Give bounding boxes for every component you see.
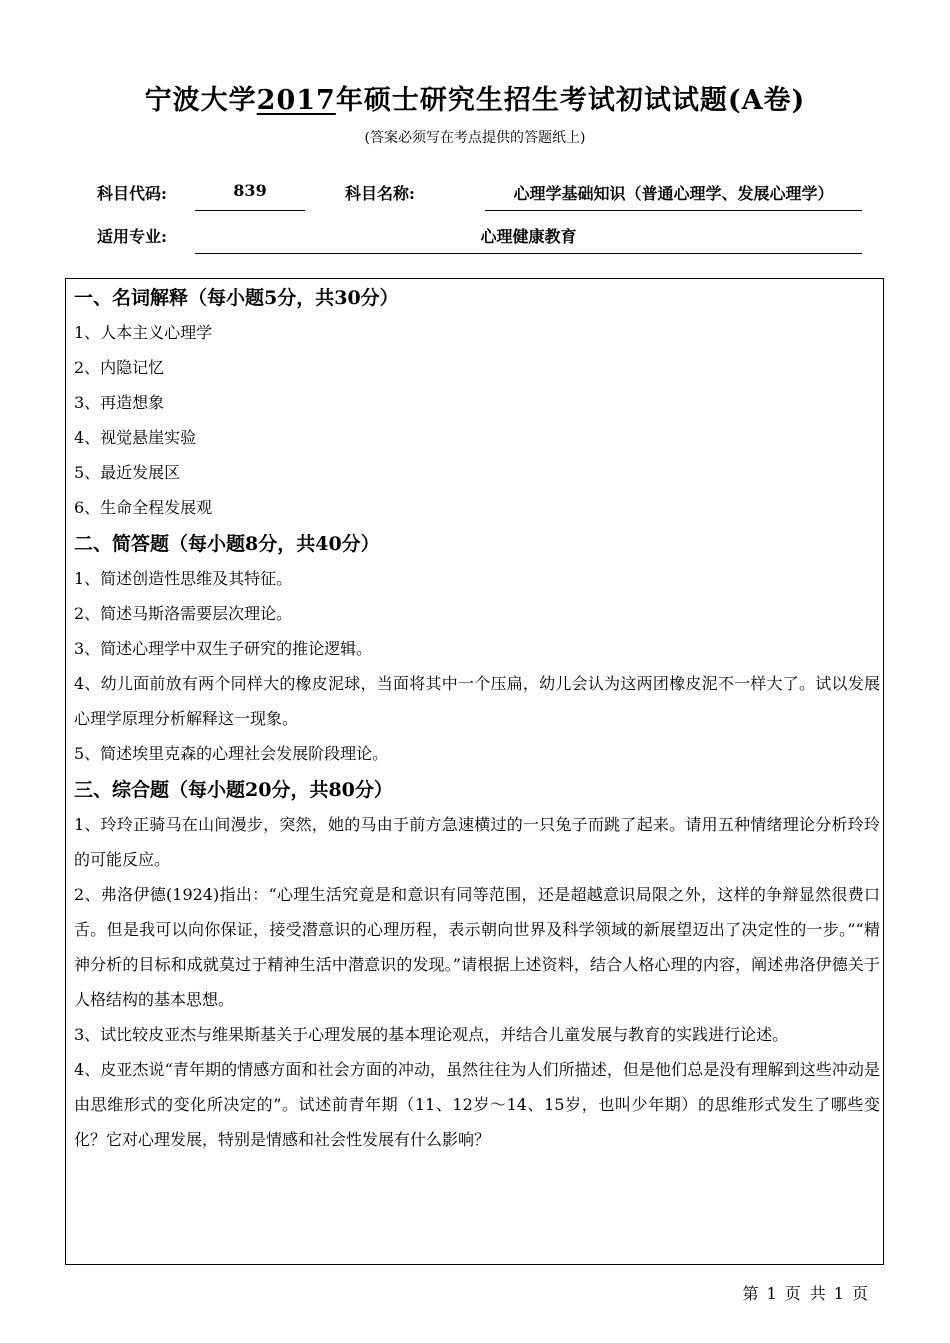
subject-name-value: 心理学基础知识（普通心理学、发展心理学） [513, 184, 834, 203]
question-item: 3、再造想象 [74, 393, 165, 412]
question-content [74, 279, 880, 1157]
footer-suffix: 页 [851, 1284, 868, 1303]
title-year: 2017 [256, 85, 336, 116]
page-footer [739, 1281, 873, 1304]
question-item: 1、简述创造性思维及其特征。 [74, 569, 293, 588]
question-item: 3、试比较皮亚杰与维果斯基关于心理发展的基本理论观点，并结合儿童发展与教育的实践进行论述。 [74, 1025, 789, 1044]
title-prefix: 宁波大学 [144, 85, 257, 116]
subject-name-underline [485, 210, 862, 211]
footer-prefix: 第 [742, 1284, 759, 1303]
footer-mid: 页 共 [784, 1284, 826, 1303]
question-item: 2、弗洛伊德(1924)指出：“心理生活究竟是和意识有同等范围，还是超越意识局限之外，这样的争辩显然很费口舌。但是我可以向你保证，接受潜意识的心理历程，表示朝向世界及科学领域的新展望迈出了决定性的一步。”“精神分析的目标和成就莫过于精神生活中潜意识的发现。”请根据上述资料，结合人格心理的内容，阐述弗洛伊德关于人格结构的基本思想。 [74, 885, 880, 1009]
question-item: 4、视觉悬崖实验 [74, 428, 197, 447]
question-box [65, 278, 884, 1265]
subject-name-label: 科目名称: [345, 184, 415, 203]
section-heading: 三、综合题（每小题20分，共80分） [74, 779, 393, 801]
question-item: 2、内隐记忆 [74, 358, 165, 377]
footer-page-total: 1 [833, 1284, 844, 1303]
subject-code-label: 科目代码: [97, 184, 167, 203]
question-item: 2、简述马斯洛需要层次理论。 [74, 604, 293, 623]
major-label: 适用专业: [97, 227, 167, 246]
question-item: 1、人本主义心理学 [74, 323, 213, 342]
question-item: 5、最近发展区 [74, 463, 181, 482]
question-item: 3、简述心理学中双生子研究的推论逻辑。 [74, 639, 373, 658]
question-item: 1、玲玲正骑马在山间漫步，突然，她的马由于前方急速横过的一只兔子而跳了起来。请用五种情绪理论分析玲玲的可能反应。 [74, 815, 880, 869]
question-item: 4、幼儿面前放有两个同样大的橡皮泥球，当面将其中一个压扁，幼儿会认为这两团橡皮泥不一样大了。试以发展心理学原理分析解释这一现象。 [74, 674, 880, 728]
question-item: 4、皮亚杰说“青年期的情感方面和社会方面的冲动，虽然往往为人们所描述，但是他们总是没有理解到这些冲动是由思维形式的变化所决定的”。试述前青年期（11、12岁～14、15岁，也叫少年期）的思维形式发生了哪些变化？它对心理发展，特别是情感和社会性发展有什么影响？ [74, 1060, 880, 1149]
title-suffix: 年硕士研究生招生考试初试试题(A卷) [335, 85, 806, 116]
question-item: 5、简述埃里克森的心理社会发展阶段理论。 [74, 744, 389, 763]
subject-code-underline [195, 210, 305, 211]
exam-title [0, 78, 950, 117]
exam-subtitle: (答案必须写在考点提供的答题纸上) [364, 130, 586, 146]
section-heading: 二、简答题（每小题8分，共40分） [74, 533, 380, 555]
major-underline [195, 253, 862, 254]
major-value: 心理健康教育 [480, 227, 577, 246]
section-heading: 一、名词解释（每小题5分，共30分） [74, 287, 399, 309]
footer-page-number: 1 [766, 1284, 777, 1303]
subject-code-value: 839 [233, 181, 267, 200]
question-item: 6、生命全程发展观 [74, 498, 213, 517]
